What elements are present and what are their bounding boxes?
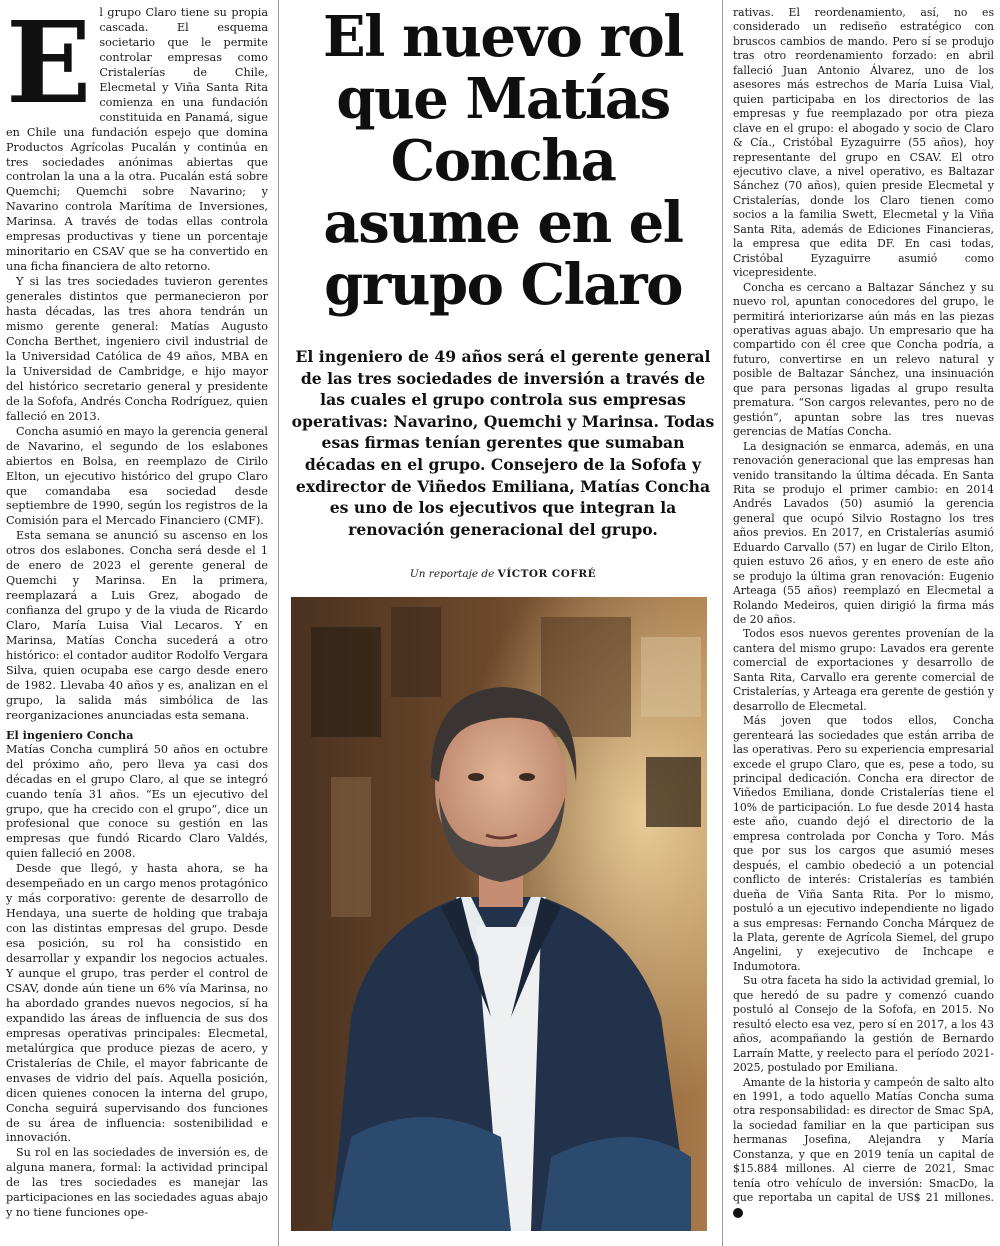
deck: El ingeniero de 49 años será el gerente general de las tres sociedades de inversión a través de las cuales el grupo controla sus empresas operativas: Navarino, Quemchi y Marinsa. Todas esas firmas tenían gerentes que sumaban décadas en el grupo. Consejero de la Sofofa y exdirector de Viñedos Emiliana, Matías Concha es uno de los ejecutivos que integran la renovación generacional del grupo. bbox=[291, 347, 715, 539]
left-column bbox=[6, 0, 268, 1221]
body-paragraph: La designación se enmarca, además, en una renovación generacional que las empresas han venido transitando la última década. En Santa Rita se produjo el primer cambio: en 2014 Andrés Lavados (50) asumió la gerencia general que ocupó Silvio Rostagno los tres años previos. En 2017, en Cristalerías asumió Eduardo Carvallo (57) en lugar de Cirilo Elton, quien estuvo 26 años, y en enero de este año se produjo la última gran renovación: Eugenio Arteaga (55 años) reemplazó en Elecmetal a Rolando Medeiros, quien dirigió la firma más de 20 años. bbox=[733, 439, 994, 627]
lead-text: l grupo Claro tiene su propia cascada. El esquema societario que le permite controlar empresas como Cristalerías de Chile, Elecmetal y Viña Santa Rita comienza en una fundación constituida en Panamá, sigue en Chile una fundación espejo que domina Productos Agrícolas Pucalán y continúa en tres sociedades anónimas abiertas que controlan la una a la otra. Pucalán está sobre Quemchi; Quemchi sobre Navarino; y Navarino controla Marítima de Inversiones, Marinsa. A través de todas ellas controla empresas productivas y tiene un porcentaje minoritario en CSAV que se ha convertido en una ficha financiera de alto retorno. bbox=[6, 6, 268, 274]
portrait-photo bbox=[291, 597, 707, 1231]
center-column bbox=[284, 0, 722, 580]
right-column bbox=[733, 6, 994, 1220]
body-paragraph: Concha es cercano a Baltazar Sánchez y su nuevo rol, apuntan conocedores del grupo, le permitirá interiorizarse aún más en las piezas operativas aguas abajo. Un empresario que ha compartido con él cree que Concha podría, a futuro, convertirse en un relevo natural y posible de Baltazar Sánchez, una insinuación que para personas ligadas al grupo resulta prematura. “Son cargos relevantes, pero no de gestión”, apuntan sobre las tres nuevas gerencias de Matías Concha. bbox=[733, 280, 994, 439]
body-paragraph: Más joven que todos ellos, Concha gerenteará las sociedades que están arriba de las operativas. Pero su experiencia empresarial excede el grupo Claro, que es, pese a todo, su principal dedicación. Concha era director de Viñedos Emiliana, donde Cristalerías tiene el 10% de participación. Lo fue desde 2014 hasta este año, cuando dejó el directorio de la empresa controlada por Concha y Toro. Más que por sus los cargos que asumió meses después, el cambio obedeció a un potencial conflicto de interés: Cristalerías es también dueña de Viña Santa Rita. Por lo mismo, postuló a un ejecutivo independiente no ligado a sus empresas: Fernando Concha Márquez de la Plata, gerente de Agrícola Siemel, del grupo Angelini, y exejecutivo de Inchcape e Indumotora. bbox=[733, 714, 994, 973]
byline bbox=[284, 568, 722, 580]
drop-cap: E bbox=[6, 0, 92, 129]
end-mark-icon: P bbox=[733, 1208, 743, 1218]
column-rule bbox=[278, 0, 279, 1246]
body-paragraph: Su rol en las sociedades de inversión es, de alguna manera, formal: la actividad principal de las tres sociedades es manejar las participaciones en las sociedades aguas abajo y no tiene funciones ope- bbox=[6, 1146, 268, 1220]
final-text: Amante de la historia y campeón de salto alto en 1991, a todo aquello Matías Concha suma otra responsabilidad: es director de Smac SpA, la sociedad familiar en la que participan sus hermanas Josefina, Alejandra y María Constanza, y que en 2019 tenía un capital de $15.884 millones. Al cierre de 2021, Smac tenía otro vehículo de inversión: SmacDo, la que reportaba un capital de US$ 21 millones. bbox=[733, 1075, 994, 1205]
lead-paragraph bbox=[6, 0, 268, 275]
body-paragraph: Y si las tres sociedades tuvieron gerentes generales distintos que permanecieron por hasta décadas, las tres ahora tendrán un mismo gerente general: Matías Augusto Concha Berthet, ingeniero civil industrial de la Universidad Católica de 49 años, MBA en la Universidad de Cambridge, e hijo mayor del histórico secretario general y presidente de la Sofofa, Andrés Concha Rodríguez, quien falleció en 2013. bbox=[6, 275, 268, 423]
column-rule bbox=[722, 0, 723, 1246]
headline: El nuevo rol que Matías Concha asume en el grupo Claro bbox=[322, 4, 684, 318]
body-paragraph: Concha asumió en mayo la gerencia general de Navarino, el segundo de los eslabones abiertos en Bolsa, en reemplazo de Cirilo Elton, un ejecutivo histórico del grupo Claro que comandaba esa sociedad desde septiembre de 1990, según los registros de la Comisión para el Mercado Financiero (CMF). bbox=[6, 424, 268, 528]
final-paragraph bbox=[733, 1076, 994, 1221]
byline-prefix: Un reportaje de bbox=[409, 568, 495, 581]
body-paragraph: Matías Concha cumplirá 50 años en octubre del próximo año, pero lleva ya casi dos décadas en el grupo Claro, al que se integró cuando tenía 31 años. “Es un ejecutivo del grupo, que ha crecido con el grupo”, dice un profesional que conoce su gestión en las empresas que fundó Ricardo Claro Valdés, quien falleció en 2008. bbox=[6, 742, 268, 861]
body-paragraph: Todos esos nuevos gerentes provenían de la cantera del mismo grupo: Lavados era gerente comercial de exportaciones y desarrollo de Santa Rita, Carvallo era gerente comercial de Cristalerías, y Arteaga era gerente de gestión y desarrollo de Elecmetal. bbox=[733, 627, 994, 713]
body-paragraph: Su otra faceta ha sido la actividad gremial, lo que heredó de su padre y comenzó cuando postuló al Consejo de la Sofofa, en 2015. No resultó electo esa vez, pero sí en 2017, a los 43 años, acompañando la gestión de Bernardo Larraín Matte, y reelecto para el período 2021-2025, postulado por Emiliana. bbox=[733, 974, 994, 1075]
section-subhead: El ingeniero Concha bbox=[6, 727, 134, 742]
byline-author: VÍCTOR COFRÉ bbox=[497, 568, 597, 581]
body-paragraph: Esta semana se anunció su ascenso en los otros dos eslabones. Concha será desde el 1 de enero de 2023 el gerente general de Quemchi y Marinsa. En la primera, reemplazará a Luis Grez, abogado de confianza del grupo y de la viuda de Ricardo Claro, María Luisa Vial Lecaros. Y en Marinsa, Matías Concha sucederá a otro histórico: el contador auditor Rodolfo Vergara Silva, quien ocupaba ese cargo desde enero de 1982. Llevaba 40 años y es, analizan en el grupo, la salida más simbólica de las reorganizaciones anunciadas esta semana. bbox=[6, 529, 268, 722]
body-paragraph: rativas. El reordenamiento, así, no es considerado un rediseño estratégico con bruscos cambios de mando. Pero sí se produjo tras otro reordenamiento forzado: en abril falleció Juan Antonio Álvarez, uno de los asesores más estrechos de María Luisa Vial, quien participaba en los directorios de las empresas y fue reemplazado por otra pieza clave en el grupo: el abogado y socio de Claro & Cía., Cristóbal Eyzaguirre (55 años), hoy representante del grupo en CSAV. El otro ejecutivo clave, a nivel operativo, es Baltazar Sánchez (70 años), quien preside Elecmetal y Cristalerías, donde los Claro tienen como socios a la familia Swett, Elecmetal y la Viña Santa Rita, además de Ediciones Financieras, la empresa que edita DF. En casi todas, Cristóbal Eyzaguirre asumió como vicepresidente. bbox=[733, 6, 994, 280]
body-paragraph: Desde que llegó, y hasta ahora, se ha desempeñado en un cargo menos protagónico y más corporativo: gerente de desarrollo de Hendaya, una suerte de holding que trabaja con las distintas empresas del grupo. Desde esa posición, su rol ha consistido en desarrollar y expandir los negocios actuales. Y aunque el grupo, tras perder el control de CSAV, donde aún tiene un 6% vía Marinsa, no ha abordado grandes nuevos negocios, sí ha expandido las áreas de influencia de sus dos empresas operativas principales: Elecmetal, metalúrgica que produce piezas de acero, y Cristalerías de Chile, el mayor fabricante de envases de vidrio del país. Aquella posición, dicen quienes conocen la interna del grupo, Concha seguirá supervisando dos funciones de su área de influencia: sostenibilidad e innovación. bbox=[6, 862, 268, 1145]
